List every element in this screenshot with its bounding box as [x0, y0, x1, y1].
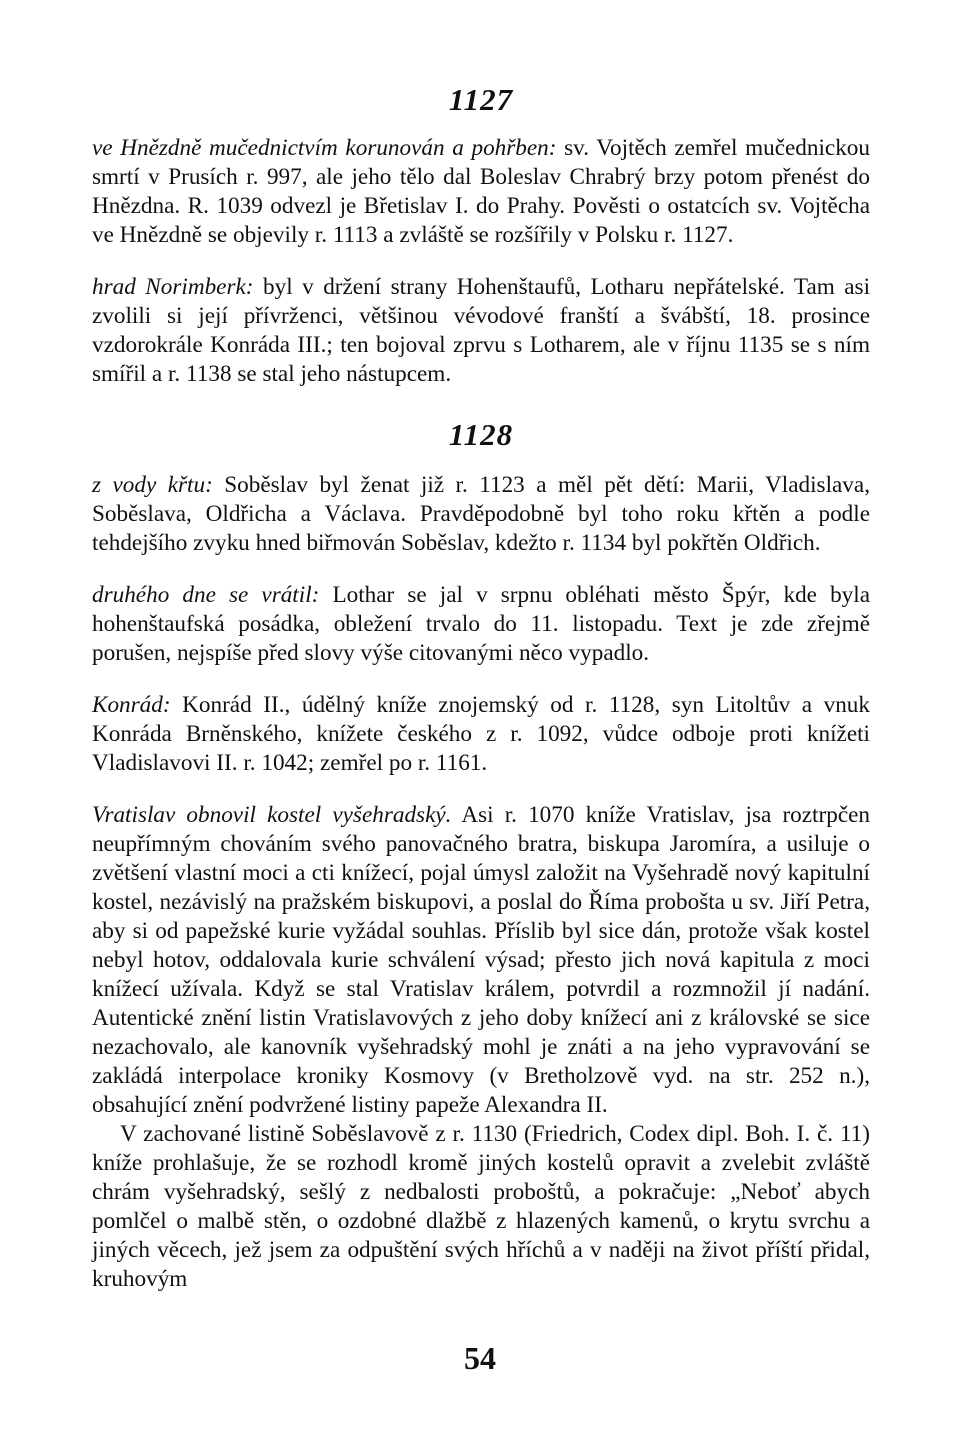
note-lemma: druhého dne se vrátil:	[92, 582, 320, 608]
page-number: 54	[464, 1340, 496, 1376]
commentary-note	[92, 273, 870, 389]
year-heading: 1128	[448, 417, 514, 452]
commentary-note	[92, 134, 870, 250]
note-text: Asi r. 1070 kníže Vratislav, jsa roztrpčen neupřímným chováním svého panovačného bratra, biskupa Jaromíra, a usiluje o zvětšení vlastní moci a cti knížecí, pojal úmysl založit na Vyšehradě nový kapitulní kostel, nezávislý na pražském biskupovi, a poslal do Říma probošta u sv. Jiří Petra, aby si od papežské kurie vyžádal souhlas. Příslib byl sice dán, protože však kostel nebyl hotov, oddalovala kurie schválení výsad; přesto jich nová kapitula z moci knížecí užívala. Když se stal Vratislav králem, potvrdil a rozmnožil jí nadání. Autentické znění listin Vratislavových z jeho doby knížecí ani z královské se sice nezachovalo, ale kanovník vyšehradský mohl je znáti a na jeho vypravování se zakládá interpolace kroniky Kosmovy (v Bretholzově vyd. na str. 252 n.), obsahující znění podvržené listiny papeže Alexandra II.	[92, 802, 870, 1118]
note-text: Konrád II., údělný kníže znojemský od r. 1128, syn Litoltův a vnuk Konráda Brněnského, knížete českého z r. 1092, vůdce odboje proti knížeti Vladislavovi II. r. 1042; zemřel po r. 1161.	[92, 692, 870, 776]
page-body	[92, 80, 870, 1317]
commentary-note	[92, 471, 870, 558]
commentary-paragraph	[92, 1120, 870, 1294]
note-lemma: z vody křtu:	[92, 472, 213, 498]
commentary-note	[92, 691, 870, 778]
note-text: Soběslav byl ženat již r. 1123 a měl pět dětí: Marii, Vladislava, Soběslava, Oldřicha a Václava. Pravděpodobně byl toho roku křtěn a podle tehdejšího zvyku hned biřmován Soběslav, kdežto r. 1134 byl pokřtěn Oldřich.	[92, 472, 870, 556]
commentary-note	[92, 801, 870, 1120]
paragraph-text: V zachované listině Soběslavově z r. 1130 (Friedrich, Codex dipl. Boh. I. č. 11) kníže prohlašuje, že se rozhodl kromě jiných kostelů opravit a zvelebit zvláště chrám vyšehradský, sešlý z nedbalosti proboštů, a pokračuje: „Neboť abych pomlčel o malbě stěn, o ozdobné dlažbě z hlazených kamenů, o krytu svrchu a jiných věcech, jež jsem za odpuštění svých hříchů a v naději na život příští přidal, kruhovým	[92, 1121, 870, 1292]
note-lemma: Konrád:	[92, 692, 171, 718]
note-lemma: ve Hnězdně mučednictvím korunován a pohřben:	[92, 135, 557, 161]
note-lemma: hrad Norimberk:	[92, 274, 254, 300]
year-heading: 1127	[448, 82, 514, 117]
note-text: byl v držení strany Hohenštaufů, Lotharu nepřátelské. Tam asi zvolili si její přívrženci, většinou vévodové franští a švábští, 18. prosince vzdorokrále Konráda III.; ten bojoval zprvu s Lotharem, ale v říjnu 1135 se s ním smířil a r. 1138 se stal jeho nástupcem.	[92, 274, 871, 387]
note-lemma: Vratislav obnovil kostel vyšehradský.	[92, 802, 452, 828]
note-text: Lothar se jal v srpnu obléhati město Špýr, kde byla hohenštaufská posádka, obležení trvalo do 11. listopadu. Text je zde zřejmě porušen, nejspíše před slovy výše citovanými něco vypadlo.	[92, 582, 870, 666]
note-text: sv. Vojtěch zemřel mučednickou smrtí v Prusích r. 997, ale jeho tělo dal Boleslav Chrabrý brzy potom přenést do Hnězdna. R. 1039 odvezl je Břetislav I. do Prahy. Pověsti o ostatcích sv. Vojtěcha ve Hnězdně se objevily r. 1113 a zvláště se rozšířily v Polsku r. 1127.	[92, 135, 870, 248]
commentary-note	[92, 581, 870, 668]
